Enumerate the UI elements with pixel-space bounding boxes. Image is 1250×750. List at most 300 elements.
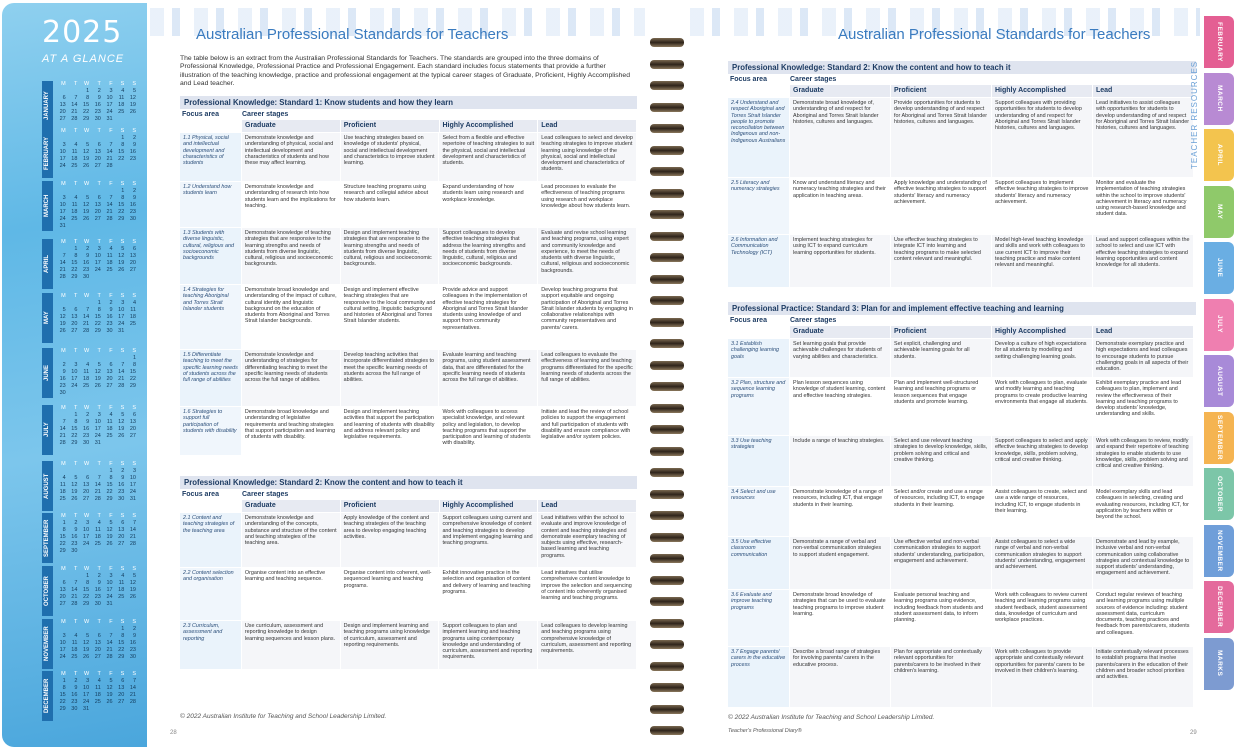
weekday-label: T xyxy=(74,181,78,187)
calendar-day-grid xyxy=(55,513,137,555)
spiral-ring xyxy=(650,726,684,735)
calendar-day xyxy=(67,300,79,307)
table-row xyxy=(728,178,1196,234)
calendar-day: 19 xyxy=(106,534,113,540)
calendar-day: 7 xyxy=(62,253,66,259)
descriptor-cell: Organise content into coherent, well-sequenced learning and teaching programs. xyxy=(341,568,439,620)
tab-october[interactable]: OCTOBER xyxy=(1204,468,1234,520)
tab-april[interactable]: APRIL xyxy=(1204,129,1234,181)
calendar-day: 8 xyxy=(121,195,125,201)
descriptor-cell: Initiate contextually relevant processes to establish programs that involve parents/carers in the education of their children and broader school priorities and activities. xyxy=(1093,647,1193,707)
weekday-label: S xyxy=(132,566,136,572)
tab-may[interactable]: MAY xyxy=(1204,186,1234,238)
weekday-label: W xyxy=(83,128,90,134)
calendar-day xyxy=(102,355,114,362)
calendar-day: 17 xyxy=(83,534,90,540)
calendar-day: 20 xyxy=(59,109,66,115)
calendar-day: 18 xyxy=(71,156,78,162)
calendar-day: 3 xyxy=(121,300,125,306)
calendar-day xyxy=(55,573,67,580)
year-at-a-glance-panel xyxy=(2,3,147,747)
calendar-year: 2025 xyxy=(42,15,123,50)
descriptor-cell: Design and implement teaching activities that support the participation and learning of students with disability and address relevant policy and legislative requirements. xyxy=(341,407,439,455)
calendar-day: 15 xyxy=(118,640,125,646)
calendar-day: 24 xyxy=(94,267,101,273)
career-stage-header: Graduate xyxy=(790,326,890,338)
table-subheader xyxy=(728,315,1196,326)
calendar-day xyxy=(55,355,67,362)
weekday-label: S xyxy=(120,405,125,411)
table-subheader xyxy=(728,74,1196,85)
weekday-label: W xyxy=(83,239,90,245)
calendar-month-label: JUNE xyxy=(42,348,53,398)
descriptor-cell: Lead colleagues to evaluate the effectiveness of learning and teaching programs differentiated for the specific learning needs of students across the full range of abilities. xyxy=(538,350,636,406)
weekday-label: T xyxy=(97,239,101,245)
calendar-day: 16 xyxy=(118,482,125,488)
calendar-month-march xyxy=(42,181,138,231)
calendar-day: 11 xyxy=(59,482,66,488)
calendar-day: 12 xyxy=(129,95,136,101)
calendar-day: 13 xyxy=(118,527,125,533)
calendar-day: 8 xyxy=(86,95,90,101)
descriptor-cell: Demonstrate knowledge and understanding of physical, social and intellectual development and characteristics of students and how these may affect learning. xyxy=(242,133,340,181)
calendar-day: 27 xyxy=(83,496,90,502)
calendar-day: 11 xyxy=(95,527,101,533)
calendar-day: 6 xyxy=(62,95,66,101)
table-row xyxy=(180,513,637,567)
weekday-label: M xyxy=(61,566,66,572)
calendar-day: 9 xyxy=(62,369,66,375)
focus-area-cell: 1.6 Strategies to support full participation of students with disability xyxy=(180,407,241,455)
focus-area-label: Focus area xyxy=(182,111,219,118)
descriptor-cell: Demonstrate broad knowledge and understanding of legislative requirements and teaching strategies that support participation and learning of students with disability. xyxy=(242,407,340,455)
weekday-label: M xyxy=(61,348,66,354)
focus-area-cell: 1.1 Physical, social and intellectual development and characteristics of students xyxy=(180,133,241,181)
calendar-day: 10 xyxy=(83,685,90,691)
calendar-day: 28 xyxy=(83,328,90,334)
left-page xyxy=(150,8,645,743)
calendar-day: 30 xyxy=(129,216,136,222)
focus-area-label: Focus area xyxy=(182,491,219,498)
descriptor-cell: Plan and implement well-structured learning and teaching programs or lesson sequences that engage students and promote learning. xyxy=(891,378,991,435)
weekday-label: W xyxy=(83,619,90,625)
calendar-day: 19 xyxy=(83,156,90,162)
tab-september[interactable]: SEPTEMBER xyxy=(1204,412,1234,464)
calendar-day: 14 xyxy=(118,369,125,375)
calendar-day xyxy=(78,355,90,362)
calendar-day: 9 xyxy=(86,253,90,259)
calendar-day: 5 xyxy=(97,362,101,368)
calendar-month-september xyxy=(42,513,138,563)
focus-area-cell: 1.2 Understand how students learn xyxy=(180,182,241,227)
tab-marks[interactable]: MARKS xyxy=(1204,638,1234,690)
focus-area-cell: 2.6 Information and Communication Technology (ICT) xyxy=(728,235,789,287)
weekday-label: M xyxy=(61,239,66,245)
descriptor-cell: Lead initiatives within the school to evaluate and improve knowledge of content and teaching strategies and demonstrate exemplary teaching of subjects using effective, research-based learning and teaching programs. xyxy=(538,513,636,567)
descriptor-cell: Demonstrate knowledge and understanding of strategies for differentiating teaching to meet the specific learning needs of students across the full range of abilities. xyxy=(242,350,340,406)
calendar-day xyxy=(55,412,67,419)
tab-february[interactable]: FEBRUARY xyxy=(1204,16,1234,68)
weekday-label: M xyxy=(61,513,66,519)
calendar-day: 26 xyxy=(83,163,90,169)
calendar-day: 4 xyxy=(97,678,101,684)
calendar-month-label: APRIL xyxy=(42,239,53,289)
spiral-ring xyxy=(650,533,684,542)
weekday-label: F xyxy=(109,293,113,299)
spiral-ring xyxy=(650,576,684,585)
page-number: 28 xyxy=(170,730,177,736)
calendar-day: 13 xyxy=(129,419,136,425)
weekday-label: T xyxy=(97,461,101,467)
calendar-day: 1 xyxy=(121,188,125,194)
calendar-day: 19 xyxy=(83,209,90,215)
descriptor-cell: Exhibit exemplary practice and lead colleagues to plan, implement and review the effectiveness of their learning and teaching programs to develop students' knowledge, understanding and skills. xyxy=(1093,378,1193,435)
spiral-ring xyxy=(650,554,684,563)
calendar-day: 14 xyxy=(59,426,66,432)
calendar-day: 13 xyxy=(83,482,90,488)
calendar-day: 5 xyxy=(86,195,90,201)
calendar-day: 29 xyxy=(83,116,90,122)
calendar-day: 11 xyxy=(71,149,78,155)
career-stage-header: Proficient xyxy=(891,85,991,97)
descriptor-cell: Plan for appropriate and contextually relevant opportunities for parents/carers to be involved in their children's learning. xyxy=(891,647,991,707)
calendar-day: 4 xyxy=(121,573,125,579)
weekday-label: M xyxy=(61,405,66,411)
calendar-day: 6 xyxy=(62,580,66,586)
calendar-day: 17 xyxy=(118,314,125,320)
calendar-day xyxy=(55,246,67,253)
calendar-day: 22 xyxy=(71,267,78,273)
calendar-day: 29 xyxy=(106,496,113,502)
calendar-day: 13 xyxy=(106,369,113,375)
calendar-day: 22 xyxy=(118,156,125,162)
calendar-day: 5 xyxy=(109,520,113,526)
calendar-day: 28 xyxy=(129,541,136,547)
descriptor-cell: Demonstrate knowledge of teaching strategies that are responsive to the learning strengths and needs of students from diverse linguistic, cultural, religious and socioeconomic backgrounds. xyxy=(242,228,340,284)
calendar-day: 15 xyxy=(118,149,125,155)
descriptor-cell: Develop teaching programs that support equitable and ongoing participation of Aboriginal and Torres Strait Islander students by engaging in collaborative relationships with community representatives and parents/ carers. xyxy=(538,285,636,349)
calendar-day: 30 xyxy=(59,390,66,396)
calendar-day: 23 xyxy=(94,594,101,600)
calendar-day: 9 xyxy=(97,95,101,101)
calendar-day: 31 xyxy=(94,440,101,446)
calendar-day: 16 xyxy=(106,314,113,320)
calendar-day: 18 xyxy=(59,489,66,495)
calendar-day: 17 xyxy=(59,209,66,215)
descriptor-cell: Demonstrate exemplary practice and high expectations and lead colleagues to encourage students to pursue challenging goals in all aspects of their education. xyxy=(1093,339,1193,377)
calendar-month-february xyxy=(42,128,138,178)
calendar-day: 12 xyxy=(118,253,125,259)
weekday-label: W xyxy=(83,293,90,299)
calendar-day: 3 xyxy=(132,468,136,474)
calendar-day: 11 xyxy=(71,640,78,646)
calendar-day: 23 xyxy=(71,699,78,705)
calendar-day: 16 xyxy=(71,692,78,698)
descriptor-cell: Demonstrate broad knowledge and understanding of the impact of culture, cultural identity and linguistic background on the education of students from Aboriginal and Torres Strait Islander backgrounds. xyxy=(242,285,340,349)
weekday-label: T xyxy=(74,619,78,625)
spiral-ring xyxy=(650,382,684,391)
calendar-day: 16 xyxy=(94,102,101,108)
calendar-day: 23 xyxy=(129,209,136,215)
calendar-day: 20 xyxy=(94,647,101,653)
calendar-day: 11 xyxy=(118,580,125,586)
calendar-day: 20 xyxy=(129,426,136,432)
calendar-day xyxy=(67,88,79,95)
calendar-day: 1 xyxy=(121,626,125,632)
calendar-day: 3 xyxy=(109,88,113,94)
descriptor-cell: Support colleagues to plan and implement learning and teaching programs using contemporary knowledge and understanding of curriculum, assessment and reporting requirements. xyxy=(439,621,537,669)
career-stage-header: Proficient xyxy=(891,326,991,338)
calendar-day: 10 xyxy=(71,369,78,375)
table-row xyxy=(728,378,1196,435)
calendar-day: 22 xyxy=(59,541,66,547)
calendar-day: 9 xyxy=(86,419,90,425)
descriptor-cell: Select and/or create and use a range of resources, including ICT, to engage students in their learning. xyxy=(891,487,991,536)
calendar-day: 31 xyxy=(129,496,136,502)
calendar-day: 30 xyxy=(83,440,90,446)
weekday-label: T xyxy=(74,671,78,677)
calendar-day: 16 xyxy=(59,376,66,382)
calendar-month-december xyxy=(42,671,138,721)
calendar-day: 19 xyxy=(118,260,125,266)
calendar-day: 22 xyxy=(118,209,125,215)
standard-heading: Professional Knowledge: Standard 1: Know students and how they learn xyxy=(180,96,637,109)
standards-table xyxy=(180,96,637,455)
table-row xyxy=(728,647,1196,707)
descriptor-cell: Use teaching strategies based on knowledge of students' physical, social and intellectual development and characteristics to improve student learning. xyxy=(341,133,439,181)
calendar-day: 13 xyxy=(94,149,101,155)
calendar-day: 22 xyxy=(71,433,78,439)
table-row xyxy=(180,133,637,181)
calendar-day: 10 xyxy=(83,527,90,533)
career-stages-label: Career stages xyxy=(242,111,289,118)
calendar-day: 24 xyxy=(94,433,101,439)
descriptor-cell: Work with colleagues to plan, evaluate and modify learning and teaching programs to create productive learning environments that engage all students. xyxy=(992,378,1092,435)
page-title: Australian Professional Standards for Teachers xyxy=(196,26,509,43)
calendar-day: 11 xyxy=(130,307,136,313)
standard-heading: Professional Practice: Standard 3: Plan for and implement effective teaching and learning xyxy=(728,302,1196,315)
descriptor-cell: Plan lesson sequences using knowledge of student learning, content and effective teaching strategies. xyxy=(790,378,890,435)
descriptor-cell: Use effective teaching strategies to integrate ICT into learning and teaching programs to make selected content relevant and meaningful. xyxy=(891,235,991,287)
weekday-label: T xyxy=(74,461,78,467)
calendar-day: 18 xyxy=(106,426,113,432)
descriptor-cell: Set learning goals that provide achievable challenges for students of varying abilities and characteristics. xyxy=(790,339,890,377)
calendar-day: 19 xyxy=(94,376,101,382)
calendar-day-grid xyxy=(55,348,137,397)
weekday-label: S xyxy=(120,81,125,87)
calendar-day: 16 xyxy=(129,640,136,646)
calendar-day: 27 xyxy=(106,383,113,389)
weekday-label: T xyxy=(97,405,101,411)
calendar-day: 22 xyxy=(118,647,125,653)
calendar-day: 6 xyxy=(97,195,101,201)
calendar-day: 26 xyxy=(83,654,90,660)
calendar-day: 25 xyxy=(94,699,101,705)
descriptor-cell: Support colleagues with providing opportunities for students to develop understanding of and respect for Aboriginal and Torres Strait Islander histories, cultures and languages. xyxy=(992,98,1092,177)
calendar-day: 12 xyxy=(83,640,90,646)
calendar-day xyxy=(78,300,90,307)
calendar-day: 18 xyxy=(83,376,90,382)
calendar-day: 4 xyxy=(97,520,101,526)
career-stage-header: Highly Accomplished xyxy=(992,85,1092,97)
calendar-day: 1 xyxy=(121,135,125,141)
calendar-day: 23 xyxy=(129,647,136,653)
weekday-label: T xyxy=(97,619,101,625)
calendar-day: 13 xyxy=(94,640,101,646)
spiral-ring xyxy=(650,189,684,198)
tab-june[interactable]: JUNE xyxy=(1204,242,1234,294)
calendar-day: 22 xyxy=(94,321,101,327)
calendar-day: 20 xyxy=(118,534,125,540)
calendar-day: 6 xyxy=(132,246,136,252)
calendar-day: 28 xyxy=(59,440,66,446)
calendar-day: 24 xyxy=(83,699,90,705)
calendar-day: 4 xyxy=(74,633,78,639)
calendar-day: 7 xyxy=(132,678,136,684)
calendar-day: 27 xyxy=(94,216,101,222)
calendar-day: 1 xyxy=(86,88,90,94)
calendar-day: 25 xyxy=(71,216,78,222)
calendar-day: 30 xyxy=(83,274,90,280)
calendar-day: 8 xyxy=(132,362,136,368)
calendar-day xyxy=(78,626,90,633)
spiral-ring xyxy=(650,103,684,112)
calendar-day: 30 xyxy=(71,706,78,712)
calendar-day: 4 xyxy=(86,362,90,368)
calendar-day: 8 xyxy=(109,475,113,481)
table-row xyxy=(728,235,1196,287)
calendar-day: 7 xyxy=(109,195,113,201)
calendar-day: 2 xyxy=(97,573,101,579)
spiral-ring xyxy=(650,38,684,47)
calendar-day-grid xyxy=(55,405,137,447)
calendar-day-grid xyxy=(55,566,137,608)
calendar-day: 25 xyxy=(118,594,125,600)
calendar-day: 21 xyxy=(71,109,78,115)
calendar-day: 1 xyxy=(132,355,136,361)
tab-december[interactable]: DECEMBER xyxy=(1204,581,1234,633)
weekday-label: T xyxy=(97,81,101,87)
calendar-day: 21 xyxy=(129,534,136,540)
calendar-day: 8 xyxy=(86,580,90,586)
calendar-month-july xyxy=(42,405,138,455)
spiral-ring xyxy=(650,275,684,284)
descriptor-cell: Apply knowledge and understanding of effective teaching strategies to support students' literacy and numeracy achievement. xyxy=(891,178,991,234)
descriptor-cell: Lead initiatives that utilise comprehensive content knowledge to improve the selection and sequencing of content into coherently organised learning and teaching programs. xyxy=(538,568,636,620)
calendar-day: 22 xyxy=(129,376,136,382)
teacher-resources-label: TEACHER RESOURCES xyxy=(1190,60,1199,170)
calendar-day: 27 xyxy=(129,433,136,439)
descriptor-cell: Work with colleagues to review current teaching and learning programs using student feedback, student assessment data, knowledge of curriculum and workplace practices. xyxy=(992,590,1092,646)
calendar-day: 17 xyxy=(106,102,113,108)
focus-area-cell: 2.5 Literacy and numeracy strategies xyxy=(728,178,789,234)
descriptor-cell: Structure teaching programs using research and collegial advice about how students learn. xyxy=(341,182,439,227)
descriptor-cell: Provide advice and support colleagues in the implementation of effective teaching strategies for Aboriginal and Torres Strait Islander students using knowledge of and support from community representatives. xyxy=(439,285,537,349)
tab-august[interactable]: AUGUST xyxy=(1204,355,1234,407)
weekday-label: S xyxy=(120,181,125,187)
weekday-label: F xyxy=(109,81,113,87)
weekday-label: S xyxy=(132,513,136,519)
descriptor-cell: Model exemplary skills and lead colleagues in selecting, creating and evaluating resources, including ICT, for application by teachers within or beyond the school. xyxy=(1093,487,1193,536)
calendar-day: 9 xyxy=(132,195,136,201)
calendar-month-label: JULY xyxy=(42,405,53,455)
descriptor-cell: Assist colleagues to create, select and use a wide range of resources, including ICT, to engage students in their learning. xyxy=(992,487,1092,536)
calendar-day xyxy=(55,188,67,195)
calendar-day: 30 xyxy=(129,654,136,660)
calendar-day: 19 xyxy=(59,321,66,327)
spiral-ring xyxy=(650,511,684,520)
spiral-ring xyxy=(650,662,684,671)
calendar-day: 17 xyxy=(94,260,101,266)
calendar-day: 2 xyxy=(109,300,113,306)
calendar-day: 29 xyxy=(59,548,66,554)
weekday-label: T xyxy=(74,566,78,572)
descriptor-cell: Expand understanding of how students learn using research and workplace knowledge. xyxy=(439,182,537,227)
descriptor-cell: Lead and support colleagues within the school to select and use ICT with effective teaching strategies to expand learning opportunities and content knowledge for all students. xyxy=(1093,235,1193,287)
calendar-day: 6 xyxy=(74,307,78,313)
calendar-day: 2 xyxy=(62,362,66,368)
weekday-label: M xyxy=(61,619,66,625)
calendar-day: 26 xyxy=(106,541,113,547)
spiral-ring xyxy=(650,619,684,628)
descriptor-cell: Develop teaching activities that incorporate differentiated strategies to meet the specific learning needs of students across the full range of abilities. xyxy=(341,350,439,406)
weekday-label: M xyxy=(61,293,66,299)
calendar-month-november xyxy=(42,619,138,669)
calendar-day xyxy=(114,355,126,362)
calendar-day: 18 xyxy=(94,692,101,698)
spiral-ring xyxy=(650,339,684,348)
descriptor-cell: Organise content into an effective learning and teaching sequence. xyxy=(242,568,340,620)
descriptor-cell: Evaluate learning and teaching programs, using student assessment data, that are differentiated for the specific learning needs of students across the full range of abilities. xyxy=(439,350,537,406)
calendar-day: 6 xyxy=(132,412,136,418)
calendar-day: 28 xyxy=(71,116,78,122)
calendar-day: 25 xyxy=(94,541,101,547)
calendar-day: 17 xyxy=(106,587,113,593)
standards-table xyxy=(728,302,1196,707)
focus-area-cell: 2.2 Content selection and organisation xyxy=(180,568,241,620)
descriptor-cell: Provide opportunities for students to develop understanding of and respect for Aboriginal and Torres Strait Islander histories, cultures and languages. xyxy=(891,98,991,177)
weekday-label: W xyxy=(83,566,90,572)
calendar-day xyxy=(90,626,102,633)
calendar-day-grid xyxy=(55,293,137,335)
calendar-day xyxy=(78,468,90,475)
calendar-day: 15 xyxy=(94,314,101,320)
calendar-day: 9 xyxy=(74,685,78,691)
calendar-day: 3 xyxy=(86,520,90,526)
calendar-day-grid xyxy=(55,619,137,661)
tab-march[interactable]: MARCH xyxy=(1204,73,1234,125)
weekday-label: M xyxy=(61,128,66,134)
weekday-label: S xyxy=(132,181,136,187)
calendar-day xyxy=(67,573,79,580)
calendar-day: 22 xyxy=(59,699,66,705)
tab-november[interactable]: NOVEMBER xyxy=(1204,525,1234,577)
calendar-day xyxy=(90,188,102,195)
calendar-day: 17 xyxy=(129,482,136,488)
calendar-day: 30 xyxy=(94,116,101,122)
weekday-label: S xyxy=(132,128,136,134)
focus-area-cell: 2.3 Curriculum, assessment and reporting xyxy=(180,621,241,669)
calendar-day: 29 xyxy=(59,706,66,712)
calendar-day: 31 xyxy=(59,223,66,229)
calendar-day: 23 xyxy=(106,321,113,327)
calendar-day: 30 xyxy=(106,328,113,334)
calendar-day: 13 xyxy=(59,587,66,593)
calendar-day xyxy=(55,626,67,633)
tab-july[interactable]: JULY xyxy=(1204,299,1234,351)
calendar-day: 3 xyxy=(62,633,66,639)
calendar-day: 15 xyxy=(71,260,78,266)
